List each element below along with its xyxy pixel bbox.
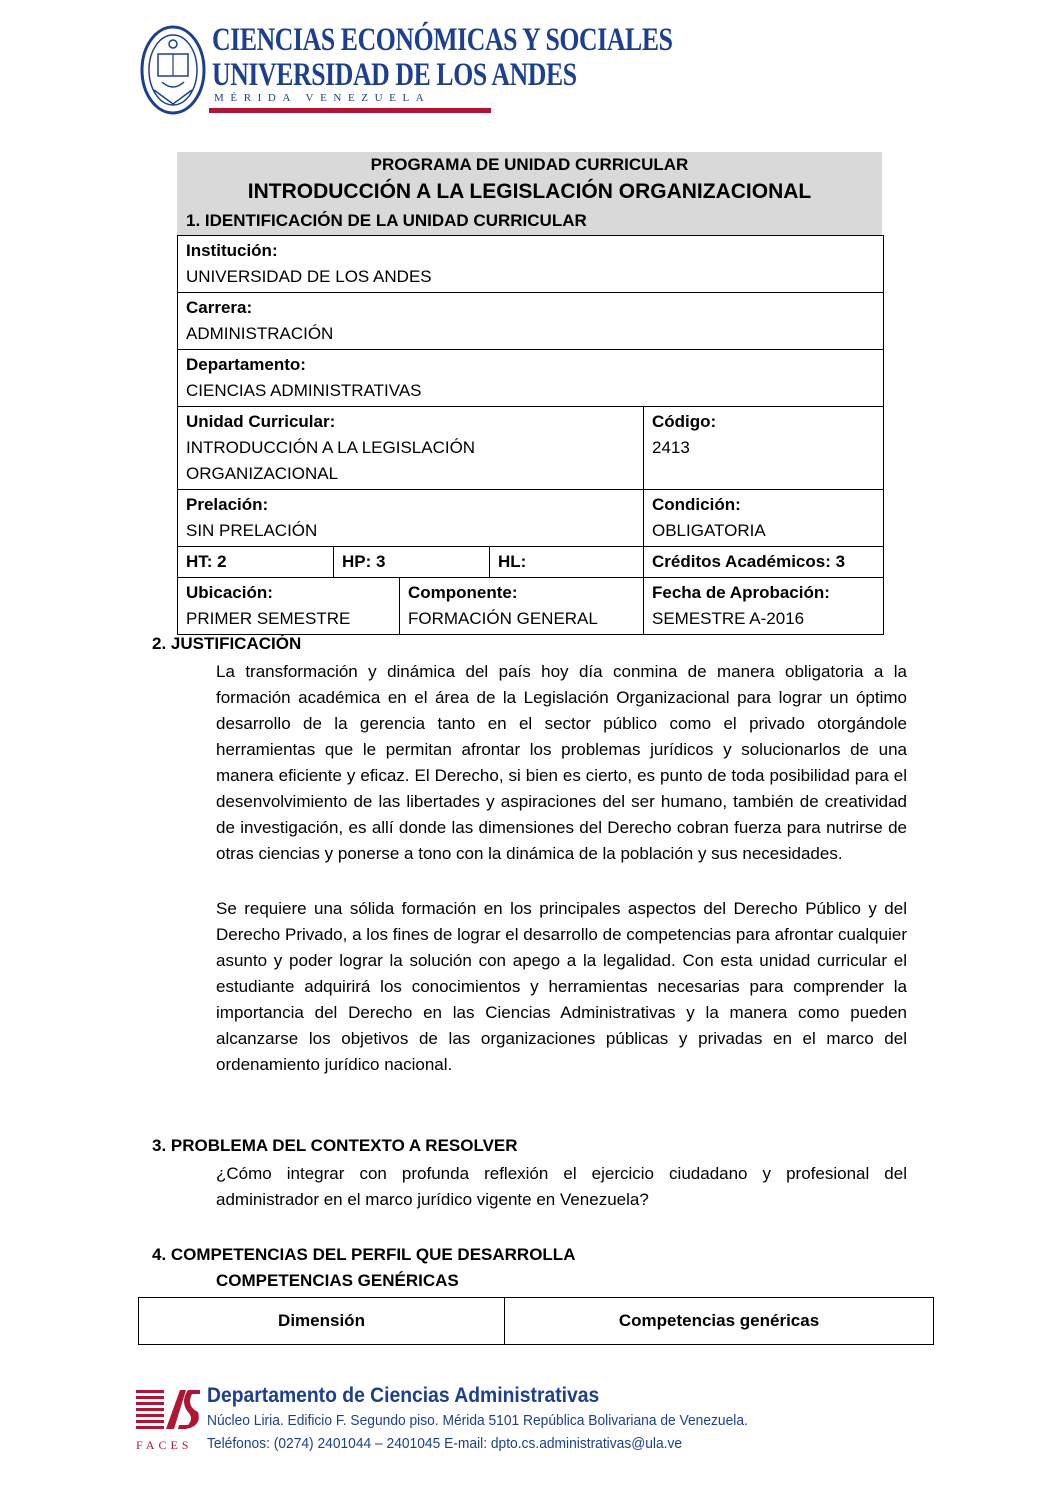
creditos-cell: Créditos Académicos: 3 [644, 547, 884, 578]
column-header-competencias: Competencias genéricas [505, 1298, 934, 1345]
justificacion-paragraph-1: La transformación y dinámica del país hoy día conmina de manera obligatoria a la formación académica en el área de la Legislación Organizacional para lograr un óptimo desarrollo de la gerencia tanto en el sector público como el privado otorgándole herramientas que le permitan afrontar los problemas jurídicos y solucionarlos de una manera eficiente y eficaz. El Derecho, si bien es cierto, es punto de toda posibilidad para el desenvolvimiento de las libertades y aspiraciones del ser humano, también de creatividad de investigación, es allí donde las dimensiones del Derecho cobran fuerza para nutrirse de otras ciencias y ponerse a tono con la dinámica de la población y sus necesidades. [216, 662, 907, 863]
section-1-heading: 1. IDENTIFICACIÓN DE LA UNIDAD CURRICULAR [186, 211, 587, 230]
header-location: MÉRIDA VENEZUELA [214, 92, 431, 104]
identification-table [177, 235, 884, 635]
carrera-cell [178, 293, 884, 350]
ht-cell: HT: 2 [178, 547, 334, 578]
competencias-table [138, 1297, 934, 1345]
table-row [178, 578, 884, 635]
table-row [178, 350, 884, 407]
program-heading: PROGRAMA DE UNIDAD CURRICULAR [370, 155, 689, 174]
faces-logo [136, 1386, 200, 1444]
fecha-cell [644, 578, 884, 635]
condicion-cell [644, 490, 884, 547]
header-university-name: UNIVERSIDAD DE LOS ANDES [212, 57, 577, 93]
componente-value: FORMACIÓN GENERAL [408, 609, 598, 628]
fecha-label: Fecha de Aprobación: [652, 583, 830, 602]
institucion-label: Institución: [186, 241, 278, 260]
hp-cell: HP: 3 [334, 547, 490, 578]
institucion-cell [178, 236, 884, 293]
table-row [178, 547, 884, 578]
footer-department: Departamento de Ciencias Administrativas [207, 1384, 600, 1407]
footer-address: Núcleo Liria. Edificio F. Segundo piso. Mérida 5101 República Bolivariana de Venezuela. [207, 1412, 748, 1429]
prelacion-label: Prelación: [186, 495, 269, 514]
unidad-label: Unidad Curricular: [186, 412, 336, 431]
carrera-label: Carrera: [186, 298, 253, 317]
table-row [178, 407, 884, 490]
departamento-cell [178, 350, 884, 407]
prelacion-value: SIN PRELACIÓN [186, 521, 318, 540]
componente-label: Componente: [408, 583, 518, 602]
table-row [178, 236, 884, 293]
departamento-value: CIENCIAS ADMINISTRATIVAS [186, 381, 422, 400]
ubicacion-value: PRIMER SEMESTRE [186, 609, 351, 628]
departamento-label: Departamento: [186, 355, 306, 374]
codigo-cell [644, 407, 884, 490]
hl-cell: HL: [490, 547, 644, 578]
faces-logo-text: FACES [136, 1438, 193, 1452]
carrera-value: ADMINISTRACIÓN [186, 324, 334, 343]
condicion-label: Condición: [652, 495, 741, 514]
codigo-label: Código: [652, 412, 717, 431]
footer-contact: Teléfonos: (0274) 2401044 – 2401045 E-mail: dpto.cs.administrativas@ula.ve [207, 1435, 683, 1452]
justificacion-paragraph-2: Se requiere una sólida formación en los principales aspectos del Derecho Público y del Derecho Privado, a los fines de lograr el desarrollo de competencias para afrontar cualquier asunto y poder lograr la solución con apego a la legalidad. Con esta unidad curricular el estudiante adquirirá los conocimientos y herramientas necesarias para comprender la importancia del Derecho en las Ciencias Administrativas y la manera como pueden alcanzarse los objetivos de las organizaciones públicas y privadas en el marco del ordenamiento jurídico nacional. [216, 899, 907, 1074]
table-row [178, 490, 884, 547]
section-2-heading: 2. JUSTIFICACIÓN [152, 634, 302, 653]
competencias-subheading: COMPETENCIAS GENÉRICAS [216, 1271, 459, 1290]
unidad-cell [178, 407, 644, 490]
university-seal-logo [140, 24, 206, 116]
header-underline [209, 108, 491, 113]
ubicacion-cell [178, 578, 400, 635]
unidad-value: INTRODUCCIÓN A LA LEGISLACIÓN ORGANIZACIONAL [186, 438, 476, 483]
prelacion-cell [178, 490, 644, 547]
table-row [178, 293, 884, 350]
fecha-value: SEMESTRE A-2016 [652, 609, 805, 628]
header-faculty-name: CIENCIAS ECONÓMICAS Y SOCIALES [212, 22, 673, 58]
section-3-heading: 3. PROBLEMA DEL CONTEXTO A RESOLVER [152, 1136, 518, 1155]
institucion-value: UNIVERSIDAD DE LOS ANDES [186, 267, 432, 286]
section-4-heading: 4. COMPETENCIAS DEL PERFIL QUE DESARROLLA [152, 1245, 576, 1264]
column-header-dimension: Dimensión [139, 1298, 505, 1345]
codigo-value: 2413 [652, 438, 690, 457]
condicion-value: OBLIGATORIA [652, 521, 766, 540]
problema-text: ¿Cómo integrar con profunda reflexión el ejercicio ciudadano y profesional del administrador en el marco jurídico vigente en Venezuela? [216, 1164, 907, 1209]
componente-cell [400, 578, 644, 635]
program-title: INTRODUCCIÓN A LA LEGISLACIÓN ORGANIZACIONAL [247, 180, 812, 203]
table-header-row [139, 1298, 934, 1345]
ubicacion-label: Ubicación: [186, 583, 273, 602]
